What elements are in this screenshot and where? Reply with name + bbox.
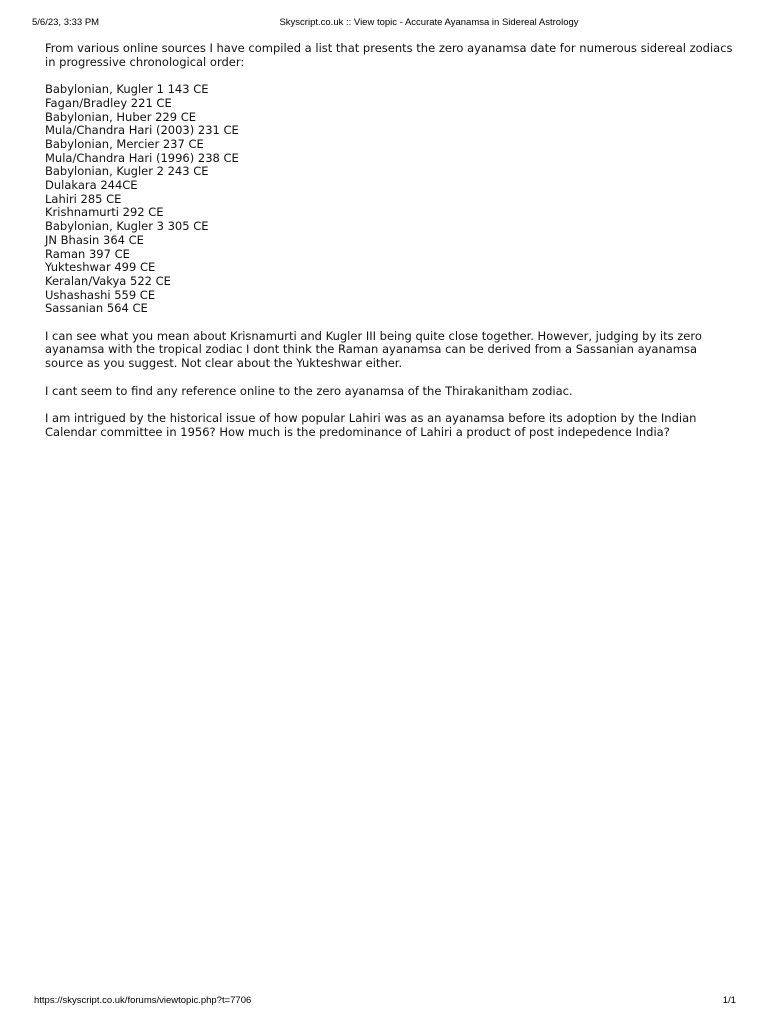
list-item: Sassanian 564 CE [45, 301, 148, 316]
list-item: Babylonian, Mercier 237 CE [45, 136, 204, 151]
list-item: Keralan/Vakya 522 CE [45, 273, 171, 288]
print-datetime: 5/6/23, 3:33 PM [32, 17, 100, 28]
list-item: Babylonian, Kugler 3 305 CE [45, 219, 209, 234]
post-intro: From various online sources I have compiled a list that presents the zero ayanamsa date for numerous sidereal zodiacs in progressive chronological order: [45, 41, 733, 69]
page-url: https://skyscript.co.uk/forums/viewtopic.php?t=7706 [34, 995, 252, 1006]
ayanamsa-list [45, 83, 735, 316]
list-item: Lahiri 285 CE [45, 191, 122, 206]
list-item: Fagan/Bradley 221 CE [45, 95, 172, 110]
list-item: Babylonian, Huber 229 CE [45, 109, 196, 124]
list-item: JN Bhasin 364 CE [45, 232, 144, 247]
post-body [45, 42, 735, 453]
list-item: Krishnamurti 292 CE [45, 205, 164, 220]
post-paragraph-thirakanitham: I cant seem to find any reference online to the zero ayanamsa of the Thirakanitham zodiac. [45, 383, 573, 398]
list-item: Mula/Chandra Hari (1996) 238 CE [45, 150, 239, 165]
list-item: Raman 397 CE [45, 246, 130, 261]
post-paragraph-raman: I can see what you mean about Krisnamurti and Kugler III being quite close together. However, judging by its zero ayanamsa with the tropical zodiac I dont think the Raman ayanamsa can be derived from a Sassanian ayanamsa source as you suggest. Not clear about the Yukteshwar either. [45, 328, 702, 371]
list-item: Yukteshwar 499 CE [45, 260, 156, 275]
list-item: Ushashashi 559 CE [45, 287, 156, 302]
list-item: Babylonian, Kugler 1 143 CE [45, 82, 209, 97]
list-item: Mula/Chandra Hari (2003) 231 CE [45, 123, 239, 138]
print-header [32, 16, 736, 30]
print-footer [34, 994, 736, 1008]
list-item: Babylonian, Kugler 2 243 CE [45, 164, 209, 179]
list-item: Dulakara 244CE [45, 178, 138, 193]
page-title: Skyscript.co.uk :: View topic - Accurate Ayanamsa in Sidereal Astrology [279, 17, 579, 28]
page-number: 1/1 [722, 995, 736, 1006]
post-paragraph-lahiri: I am intrigued by the historical issue of how popular Lahiri was as an ayanamsa before its adoption by the Indian Calendar committee in 1956? How much is the predominance of Lahiri a product of post indepedence India? [45, 410, 697, 439]
